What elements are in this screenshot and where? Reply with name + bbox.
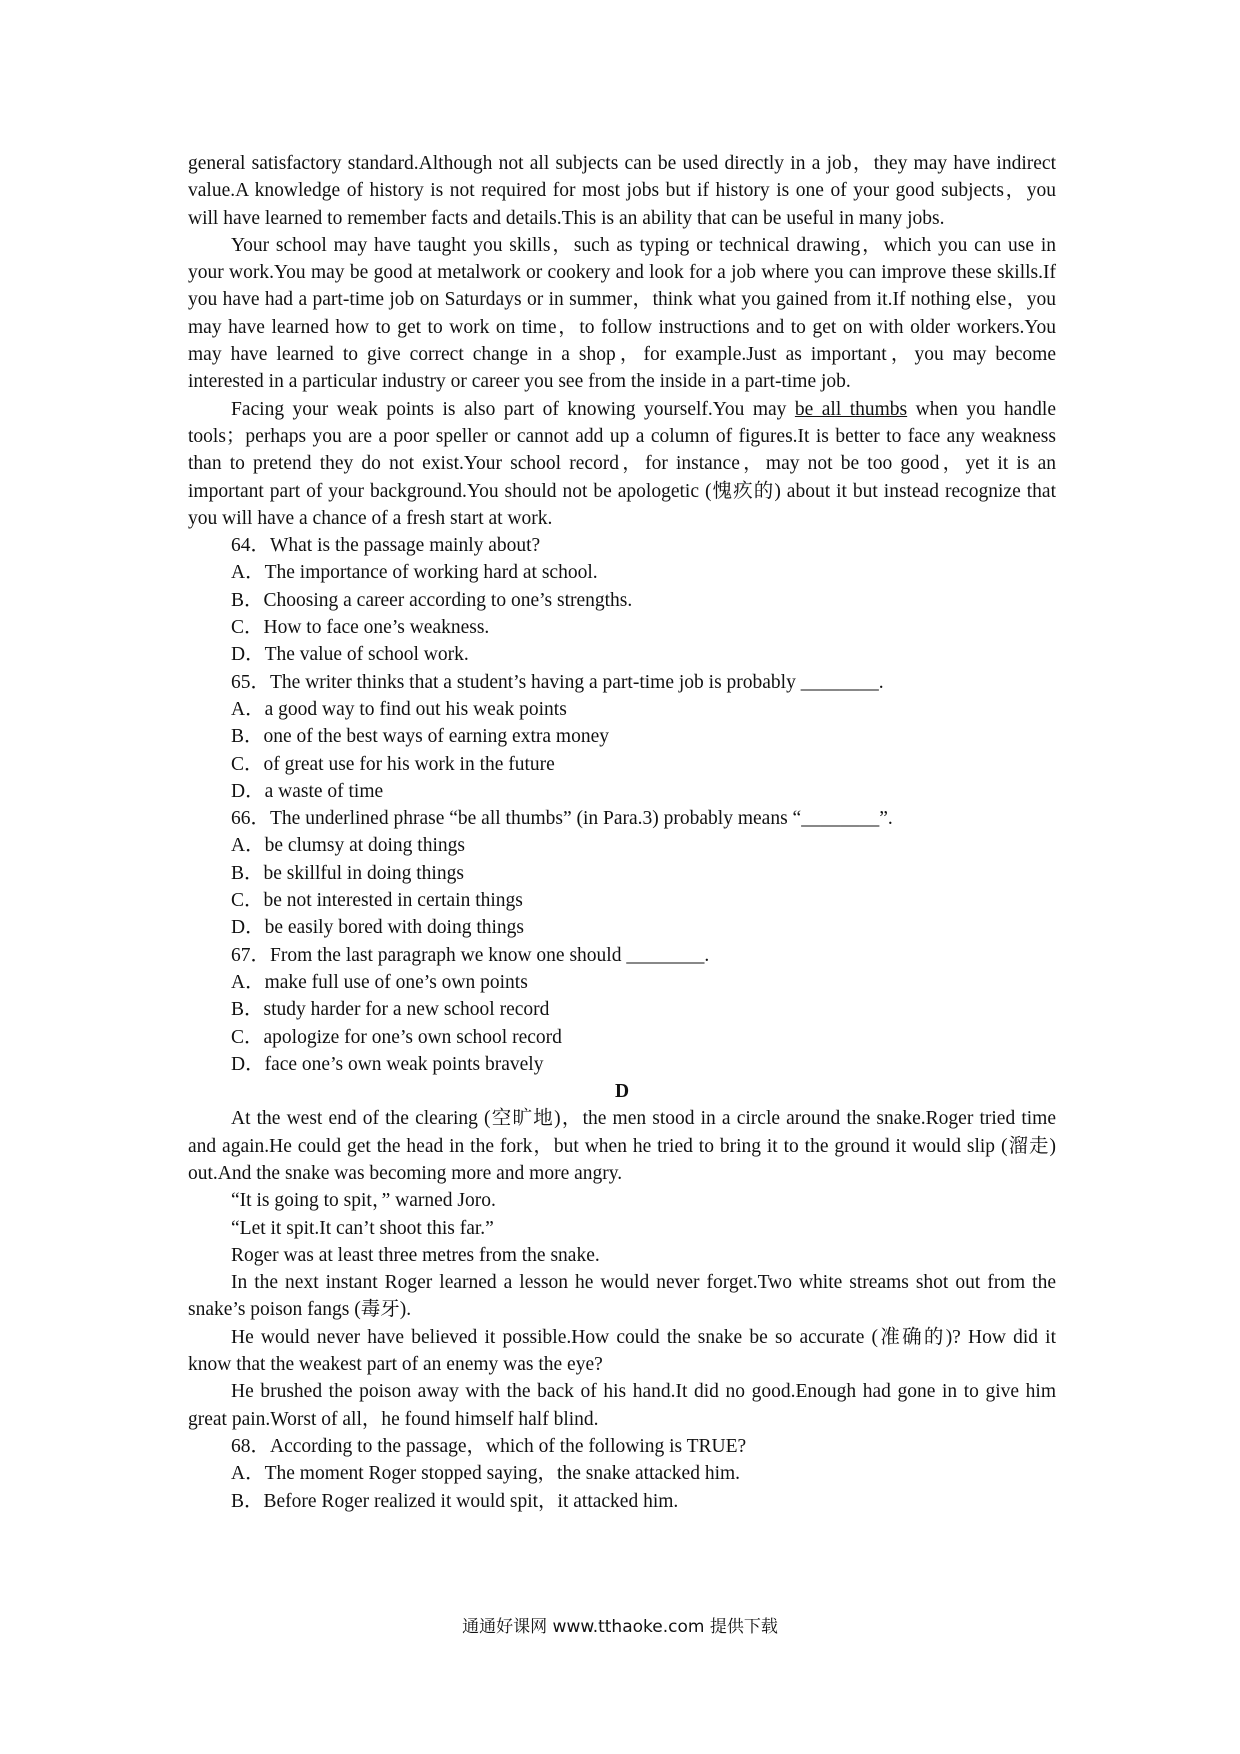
- section-heading-d: D: [614, 1081, 630, 1103]
- underlined-phrase: be all thumbs: [794, 398, 908, 420]
- question-68: [188, 1433, 1056, 1515]
- option-b: B．Choosing a career according to one’s strengths.: [231, 589, 633, 611]
- option-a: A．The moment Roger stopped saying，the snake attacked him.: [231, 1463, 741, 1485]
- question-66: [188, 805, 1056, 941]
- option-c: C．How to face one’s weakness.: [231, 617, 490, 639]
- question-stem: 65．The writer thinks that a student’s having a part-time job is probably ________.: [231, 671, 884, 693]
- passage-c-paragraph-3: [188, 396, 1056, 532]
- question-67: [188, 942, 1056, 1078]
- option-a: A．be clumsy at doing things: [231, 835, 465, 857]
- question-stem: 64．What is the passage mainly about?: [231, 535, 541, 557]
- option-c: C．be not interested in certain things: [231, 890, 523, 912]
- option-d: D．face one’s own weak points bravely: [231, 1053, 544, 1075]
- question-65: [188, 669, 1056, 805]
- passage-c-paragraph-2: Your school may have taught you skills，such as typing or technical drawing，which you can use in your work.You may be good at metalwork or cookery and look for a job where you can improve these skills.If you have had a part-time job on Saturdays or in summer，think what you gained from it.If nothing else，you may have learned how to get to work on time，to follow instructions and to get on with older workers.You may have learned to give correct change in a shop，for example.Just as important，you may become interested in a particular industry or career you see from the inside in a part-time job.: [188, 234, 1056, 393]
- paragraph-3-text-start: Facing your weak points is also part of knowing yourself.You may: [231, 398, 795, 420]
- passage-d-paragraph-3: He would never have believed it possible.How could the snake be so accurate (准确的)? How did it know that the weakest part of an enemy was the eye?: [188, 1326, 1056, 1376]
- passage-d-paragraph-4: He brushed the poison away with the back of his hand.It did no good.Enough had gone in to give him great pain.Worst of all，he found himself half blind.: [188, 1381, 1056, 1430]
- option-a: A．The importance of working hard at school.: [231, 562, 598, 584]
- option-d: D．The value of school work.: [231, 644, 469, 666]
- option-c: C．apologize for one’s own school record: [231, 1026, 562, 1048]
- option-a: A．make full use of one’s own points: [231, 971, 528, 993]
- passage-d-paragraph-1: At the west end of the clearing (空旷地)，the men stood in a circle around the snake.Roger tried time and again.He could get the head in the fork，but when he tried to bring it to the ground it would slip (溜走) out.And the snake was becoming more and more angry.: [188, 1108, 1056, 1184]
- document-body: [188, 150, 1056, 1515]
- option-b: B．one of the best ways of earning extra money: [231, 726, 609, 748]
- dialogue-line-2: “Let it spit.It can’t shoot this far.”: [231, 1217, 494, 1239]
- option-a: A．a good way to find out his weak points: [231, 698, 567, 720]
- option-d: D．be easily bored with doing things: [231, 917, 525, 939]
- question-stem: 68．According to the passage，which of the following is TRUE?: [231, 1435, 747, 1457]
- paragraph-3-text-end: when you handle tools；perhaps you are a poor speller or cannot add up a column of figures.It is better to face any weakness than to pretend they do not exist.Your school record，for instance，may not be too good，yet it is an important part of your background.You should not be apologetic (愧疚的) about it but instead recognize that you will have a chance of a fresh start at work.: [188, 398, 1057, 529]
- option-b: B．be skillful in doing things: [231, 862, 464, 884]
- page-footer: 通通好课网 www.tthaoke.com 提供下载: [462, 1617, 778, 1637]
- passage-d-paragraph-2: In the next instant Roger learned a lesson he would never forget.Two white streams shot out from the snake’s poison fangs (毒牙).: [188, 1272, 1056, 1321]
- option-b: B．Before Roger realized it would spit，it attacked him.: [231, 1490, 679, 1512]
- passage-c-paragraph-1: general satisfactory standard.Although not all subjects can be used directly in a job，they may have indirect value.A knowledge of history is not required for most jobs but if history is one of your good subjects，you will have learned to remember facts and details.This is an ability that can be useful in many jobs.: [188, 153, 1056, 229]
- narration-line: Roger was at least three metres from the snake.: [231, 1244, 600, 1266]
- question-stem: 67．From the last paragraph we know one should ________.: [231, 944, 710, 966]
- question-64: [188, 532, 1056, 668]
- question-stem: 66．The underlined phrase “be all thumbs” (in Para.3) probably means “________”.: [231, 808, 893, 830]
- option-b: B．study harder for a new school record: [231, 999, 550, 1021]
- option-c: C．of great use for his work in the future: [231, 753, 555, 775]
- dialogue-line-1: “It is going to spit，” warned Joro.: [231, 1190, 496, 1212]
- option-d: D．a waste of time: [231, 780, 384, 802]
